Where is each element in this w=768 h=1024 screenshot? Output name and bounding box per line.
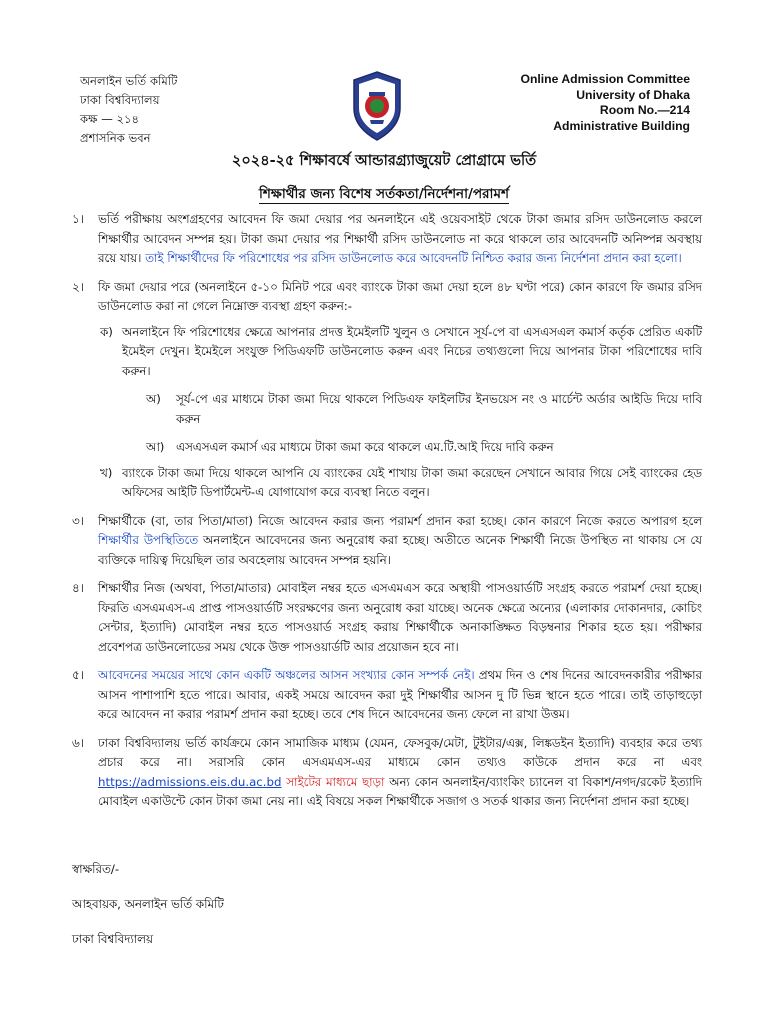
item-highlight: শিক্ষার্থীর উপস্থিতিতে [98, 533, 199, 547]
item-text: ঢাকা বিশ্ববিদ্যালয় ভর্তি কার্যক্রমে কোন সামাজিক মাধ্যম (যেমন, ফেসবুক/মেটা, টুইটার/এক্স, লিঙ্কডইন ইত্যাদি) ব্যবহার করে তথ্য প্রচার করে না। সরাসরি কোন এসএমএস-এর মাধ্যমে কোন তথ্যও কাউকে প্রদান করে না এবং [98, 735, 702, 769]
item-text: ফি জমা দেয়ার পরে (অনলাইনে ৫-১০ মিনিট পরে এবং ব্যাংকে টাকা জমা দেয়া হলে ৪৮ ঘণ্টা পরে) কোন কারণে ফি জমার রসিদ ডাউনলোড করা না গেলে নিম্নোক্ত ব্যবস্থা গ্রহণ করুন:- [98, 279, 702, 313]
sub-item-kha [100, 464, 702, 503]
header-left-line4: প্রশাসনিক ভবন [80, 131, 151, 145]
sub-sub-item-label: আ) [146, 440, 165, 454]
notice-subtitle [0, 183, 768, 206]
item-text-after: অন্য কোন অনলাইন/ব্যাংকিং চ্যানেল বা বিকাশ/নগদ/রকেট ইত্যাদি মোবাইল একাউন্টে কোন টাকা জমা নেয় না। এই বিষয়ে সকল শিক্ষার্থীকে সজাগ ও সতর্ক থাকার জন্য নির্দেশনা প্রদান করা হচ্ছে। [98, 774, 703, 808]
sub-sub-item-text: সূর্য-পে এর মাধ্যমে টাকা জমা দিয়ে থাকলে পিডিএফ ফাইলটির ইনভয়েস নং ও মার্চেন্ট অর্ডার আইডি দিয়ে দাবি করুন [176, 392, 702, 426]
sub-sub-item-text: এসএসএল কমার্স এর মাধ্যমে টাকা জমা করে থাকলে এম.টি.আই দিয়ে দাবি করুন [176, 440, 554, 454]
header-right-line2: University of Dhaka [576, 87, 690, 102]
list-item-5 [72, 666, 702, 725]
header-left-line2: ঢাকা বিশ্ববিদ্যালয় [80, 93, 160, 107]
item-text: শিক্ষার্থীর নিজ (অথবা, পিতা/মাতার) মোবাইল নম্বর হতে এসএমএস করে অস্থায়ী পাসওয়ার্ডটি সংগ্রহ করতে পরামর্শ দেয়া হচ্ছে। ফিরতি এসএমএস-এ প্রাপ্ত পাসওয়ার্ডটি সংরক্ষণের জন্য অনুরোধ করা যাচ্ছে। অনেক ক্ষেত্রে অন্যের (এলাকার দোকানদার, কোচিং সেন্টার, ইত্যাদি) মোবাইল নম্বর হতে পাসওয়ার্ড সংগ্রহ করায় শিক্ষার্থীকে অনাকাঙ্ক্ষিত বিড়ম্বনার শিকার হতে হয়। পরীক্ষার প্রবেশপত্র ডাউনলোডের সময় থেকে উক্ত পাসওয়ার্ডটি আর প্রয়োজন হবে না। [98, 581, 702, 654]
sub-item-text: অনলাইনে ফি পরিশোধের ক্ষেত্রে আপনার প্রদত্ত ইমেইলটি খুলুন ও সেখানে সূর্য-পে বা এসএসএল কমার্স কর্তৃক প্রেরিত একটি ইমেইল দেখুন। ইমেইলে সংযুক্ত পিডিএফটি ডাউনলোড করুন এবং নিচের তথ্যগুলো দিয়ে আপনার টাকা পরিশোধের দাবি করুন। [122, 324, 702, 378]
signature-line1: স্বাক্ষরিত/- [72, 862, 120, 876]
sub-item-label: ক) [100, 324, 113, 339]
list-item-6 [72, 734, 702, 812]
item-red-text: সাইটের মাধ্যমে ছাড়া [281, 774, 385, 789]
sub-sub-item-label: অ) [146, 392, 161, 406]
item-number: ২। [72, 279, 84, 294]
header-right-line3: Room No.—214 [599, 103, 690, 117]
header-right-line4: Administrative Building [553, 118, 690, 133]
sub-item-ka [100, 323, 702, 382]
signature-line2: আহবায়ক, অনলাইন ভর্তি কমিটি [72, 897, 224, 911]
item-highlight: আবেদনের সময়ের সাথে কোন একটি অঞ্চলের আসন সংখ্যার কোন সম্পর্ক নেই। [98, 668, 475, 682]
item-number: ৪। [72, 581, 84, 595]
signature-line3: ঢাকা বিশ্ববিদ্যালয় [72, 932, 153, 946]
header-left [80, 72, 177, 148]
item-text-after: অনলাইনে আবেদনের জন্য অনুরোধ করা হচ্ছে। অতীতে অনেক শিক্ষার্থী নিজে উপস্থিত না থাকায় সে যে ব্যক্তিকে দায়িত্ব দিয়েছিল তার অবহেলায় আবেদন সম্পন্ন হয়নি। [98, 533, 702, 567]
sub-item-label: খ) [100, 465, 113, 480]
admissions-site-link[interactable]: https://admissions.eis.du.ac.bd [98, 774, 282, 789]
item-number: ৩। [72, 513, 84, 528]
notice-subtitle-text: শিক্ষার্থীর জন্য বিশেষ সর্তকতা/নির্দেশনা/পরামর্শ [259, 186, 509, 202]
signature-block [72, 860, 224, 965]
item-text: প্রথম দিন ও শেষ দিনের আবেদনকারীর পরীক্ষার আসন পাশাপাশি হতে পারে। আবার, একই সময়ে আবেদন করা দুই শিক্ষার্থীর আসন দু টি ভিন্ন স্থানে হতে পারে। তাই তাড়াহুড়ো করে আবেদন না করার পরামর্শ প্রদান করা হচ্ছে। তবে শেষ দিনে আবেদনের জন্য ফেলে না রাখা উত্তম। [98, 668, 703, 721]
notice-body [72, 210, 702, 821]
item-number: ৬। [72, 735, 84, 750]
item-number: ১। [72, 212, 84, 226]
list-item-3 [72, 512, 702, 571]
university-logo-icon [350, 70, 404, 142]
sub-sub-item-o [146, 390, 702, 429]
item-highlight: তাই শিক্ষার্থীদের ফি পরিশোধের পর রসিদ ডাউনলোড করে আবেদনটি নিশ্চিত করার জন্য নির্দেশনা প্রদান করা হলো। [145, 251, 682, 265]
item-text: শিক্ষার্থীকে (বা, তার পিতা/মাতা) নিজে আবেদন করার জন্য পরামর্শ প্রদান করা হচ্ছে। কোন কারণে নিজে করতে অপারগ হলে [98, 513, 702, 528]
list-item-4 [72, 579, 702, 657]
header-left-line3: কক্ষ — ২১৪ [80, 112, 140, 126]
item-number: ৫। [72, 668, 84, 682]
header-right-line1: Online Admission Committee [520, 72, 690, 86]
list-item-1 [72, 210, 702, 269]
header-left-line1: অনলাইন ভর্তি কমিটি [80, 74, 178, 88]
sub-sub-item-aa [146, 438, 702, 458]
list-item-2 [72, 278, 702, 503]
sub-item-text: ব্যাংকে টাকা জমা দিয়ে থাকলে আপনি যে ব্যাংকের যেই শাখায় টাকা জমা করেছেন সেখানে আবার গিয়ে সেই ব্যাংকের হেড অফিসের আইটি ডিপার্টমেন্ট-এ যোগাযোগ করে ব্যবস্থা নিতে বলুন। [122, 465, 702, 499]
item-text: ভর্তি পরীক্ষায় অংশগ্রহণের আবেদন ফি জমা দেয়ার পর অনলাইনে এই ওয়েবসাইট থেকে টাকা জমার রসিদ ডাউনলোড করলে শিক্ষার্থীর আবেদন সম্পন্ন হয়। টাকা জমা দেয়ার পর শিক্ষার্থী রসিদ ডাউনলোড না করে থাকলে তার আবেদনটি অনিষ্পন্ন অবস্থায় রয়ে যায়। [98, 212, 702, 265]
notice-title: ২০২৪-২৫ শিক্ষাবর্ষে আন্ডারগ্র্যাজুয়েট প্রোগ্রামে ভর্তি [231, 153, 537, 169]
header-right [520, 72, 690, 134]
